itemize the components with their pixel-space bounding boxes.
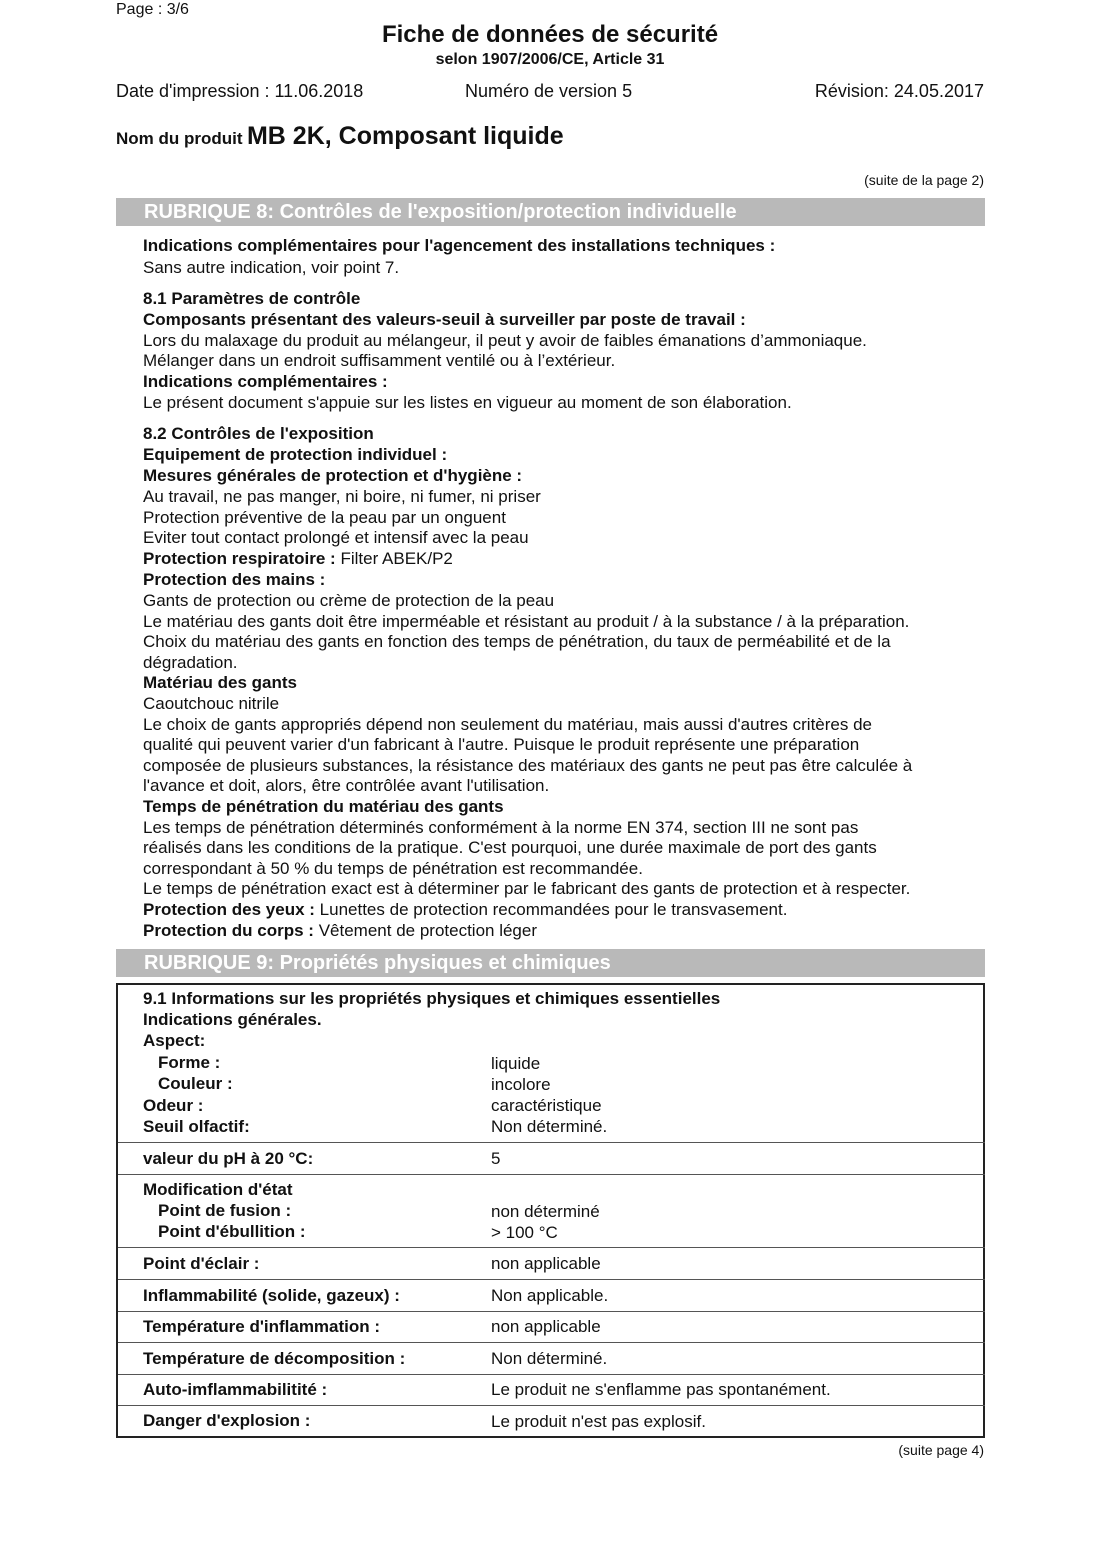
hands-heading: Protection des mains : — [143, 570, 326, 589]
odor-label: Odeur : — [143, 1096, 204, 1115]
ignition-temperature-value: non applicable — [491, 1317, 601, 1336]
explosion-danger-label: Danger d'explosion : — [143, 1411, 311, 1430]
tech-text: Sans autre indication, voir point 7. — [143, 258, 400, 277]
penetration-text-2: réalisés dans les conditions de la pratique. C'est pourquoi, une durée maximale de port des gants — [143, 838, 877, 857]
eye-protection-value: Lunettes de protection recommandées pour le transvasement. — [319, 900, 788, 919]
section-8-heading: RUBRIQUE 8: Contrôles de l'exposition/protection individuelle — [116, 198, 985, 226]
section-9-heading: RUBRIQUE 9: Propriétés physiques et chimiques — [116, 949, 985, 977]
body-protection-value: Vêtement de protection léger — [318, 921, 538, 940]
continued-from-note: (suite de la page 2) — [864, 172, 984, 188]
penetration-text-4: Le temps de pénétration exact est à déterminer par le fabricant des gants de protection et à respecter. — [143, 879, 911, 898]
color-value: incolore — [491, 1075, 551, 1094]
ph-label: valeur du pH à 20 °C: — [143, 1149, 314, 1168]
flash-point-label: Point d'éclair : — [143, 1254, 260, 1273]
product-name: MB 2K, Composant liquide — [246, 122, 564, 150]
print-date: Date d'impression : 11.06.2018 — [116, 81, 364, 101]
hygiene-heading: Mesures générales de protection et d'hygiène : — [143, 466, 523, 485]
respiratory-value: Filter ABEK/P2 — [340, 549, 453, 568]
hygiene-text-3: Eviter tout contact prolongé et intensif avec la peau — [143, 528, 529, 547]
melting-point-value: non déterminé — [491, 1202, 600, 1221]
hygiene-text-1: Au travail, ne pas manger, ni boire, ni fumer, ni priser — [143, 487, 541, 506]
row-divider — [118, 1174, 985, 1175]
color-label: Couleur : — [158, 1074, 233, 1093]
form-value: liquide — [491, 1054, 541, 1073]
explosion-danger-value: Le produit n'est pas explosif. — [491, 1412, 706, 1431]
boiling-point-value: > 100 °C — [491, 1223, 558, 1242]
hands-text-1: Gants de protection ou crème de protection de la peau — [143, 591, 555, 610]
form-label: Forme : — [158, 1053, 221, 1072]
revision-date: Révision: 24.05.2017 — [814, 81, 984, 101]
hygiene-text-2: Protection préventive de la peau par un onguent — [143, 508, 506, 527]
glove-material-5: l'avance et doit, alors, être contrôlée avant l'utilisation. — [143, 776, 550, 795]
version-number: Numéro de version 5 — [465, 81, 633, 101]
boiling-point-label: Point d'ébullition : — [158, 1222, 306, 1241]
document-subtitle: selon 1907/2006/CE, Article 31 — [435, 51, 665, 68]
row-divider — [118, 1279, 985, 1280]
section-8-2-heading: 8.2 Contrôles de l'exposition — [143, 424, 374, 443]
eye-protection-label: Protection des yeux : — [143, 900, 315, 919]
hands-text-4: dégradation. — [143, 653, 238, 672]
general-info-heading: Indications générales. — [143, 1010, 322, 1029]
state-change-heading: Modification d'état — [143, 1180, 293, 1199]
respiratory-protection — [143, 549, 453, 569]
aspect-heading: Aspect: — [143, 1031, 206, 1050]
row-divider — [118, 1247, 985, 1248]
components-text-1: Lors du malaxage du produit au mélangeur, il peut y avoir de faibles émanations d’ammoniaque. — [143, 331, 867, 350]
additional-info-heading: Indications complémentaires : — [143, 372, 388, 391]
product-name-line — [116, 122, 564, 151]
penetration-heading: Temps de pénétration du matériau des gants — [143, 797, 504, 816]
flammability-label: Inflammabilité (solide, gazeux) : — [143, 1286, 400, 1305]
product-label: Nom du produit — [116, 129, 243, 148]
components-heading: Composants présentant des valeurs-seuil à surveiller par poste de travail : — [143, 310, 746, 329]
respiratory-label: Protection respiratoire : — [143, 549, 336, 568]
flammability-value: Non applicable. — [491, 1286, 609, 1305]
ph-value: 5 — [491, 1149, 501, 1168]
ignition-temperature-label: Température d'inflammation : — [143, 1317, 381, 1336]
document-title: Fiche de données de sécurité — [381, 21, 719, 48]
penetration-text-1: Les temps de pénétration déterminés conformément à la norme EN 374, section III ne sont pas — [143, 818, 859, 837]
decomposition-temperature-value: Non déterminé. — [491, 1349, 608, 1368]
penetration-text-3: correspondant à 50 % du temps de pénétration est recommandée. — [143, 859, 643, 878]
glove-material-3: qualité qui peuvent varier d'un fabricant à l'autre. Puisque le produit représente une préparation — [143, 735, 860, 754]
row-divider — [118, 1142, 985, 1143]
additional-info-text: Le présent document s'appuie sur les listes en vigueur au moment de son élaboration. — [143, 393, 792, 412]
glove-material-4: composée de plusieurs substances, la résistance des matériaux des gants ne peut pas être calculée à — [143, 756, 913, 775]
tech-heading: Indications complémentaires pour l'agencement des installations techniques : — [143, 236, 776, 255]
row-divider — [118, 1374, 985, 1375]
flash-point-value: non applicable — [491, 1254, 601, 1273]
body-protection-label: Protection du corps : — [143, 921, 314, 940]
continued-to-note: (suite page 4) — [898, 1442, 984, 1458]
section-8-1-heading: 8.1 Paramètres de contrôle — [143, 289, 361, 308]
section-9-1-heading: 9.1 Informations sur les propriétés physiques et chimiques essentielles — [143, 989, 721, 1008]
glove-material-2: Le choix de gants appropriés dépend non seulement du matériau, mais aussi d'autres critères de — [143, 715, 873, 734]
glove-material-1: Caoutchouc nitrile — [143, 694, 280, 713]
melting-point-label: Point de fusion : — [158, 1201, 292, 1220]
body-protection — [143, 921, 537, 941]
glove-material-heading: Matériau des gants — [143, 673, 297, 692]
page-number: Page : 3/6 — [116, 1, 189, 18]
odor-threshold-value: Non déterminé. — [491, 1117, 608, 1136]
row-divider — [118, 1342, 985, 1343]
hands-text-2: Le matériau des gants doit être imperméable et résistant au produit / à la substance / à la préparation. — [143, 612, 910, 631]
ppe-heading: Equipement de protection individuel : — [143, 445, 448, 464]
row-divider — [118, 1311, 985, 1312]
auto-ignition-label: Auto-imflammabilitité : — [143, 1380, 328, 1399]
row-divider — [118, 1405, 985, 1406]
hands-text-3: Choix du matériau des gants en fonction des temps de pénétration, du taux de perméabilité et de la — [143, 632, 891, 651]
auto-ignition-value: Le produit ne s'enflamme pas spontanément. — [491, 1380, 831, 1399]
decomposition-temperature-label: Température de décomposition : — [143, 1349, 406, 1368]
eye-protection — [143, 900, 787, 920]
components-text-2: Mélanger dans un endroit suffisamment ventilé ou à l’extérieur. — [143, 351, 616, 370]
odor-threshold-label: Seuil olfactif: — [143, 1117, 250, 1136]
odor-value: caractéristique — [491, 1096, 602, 1115]
